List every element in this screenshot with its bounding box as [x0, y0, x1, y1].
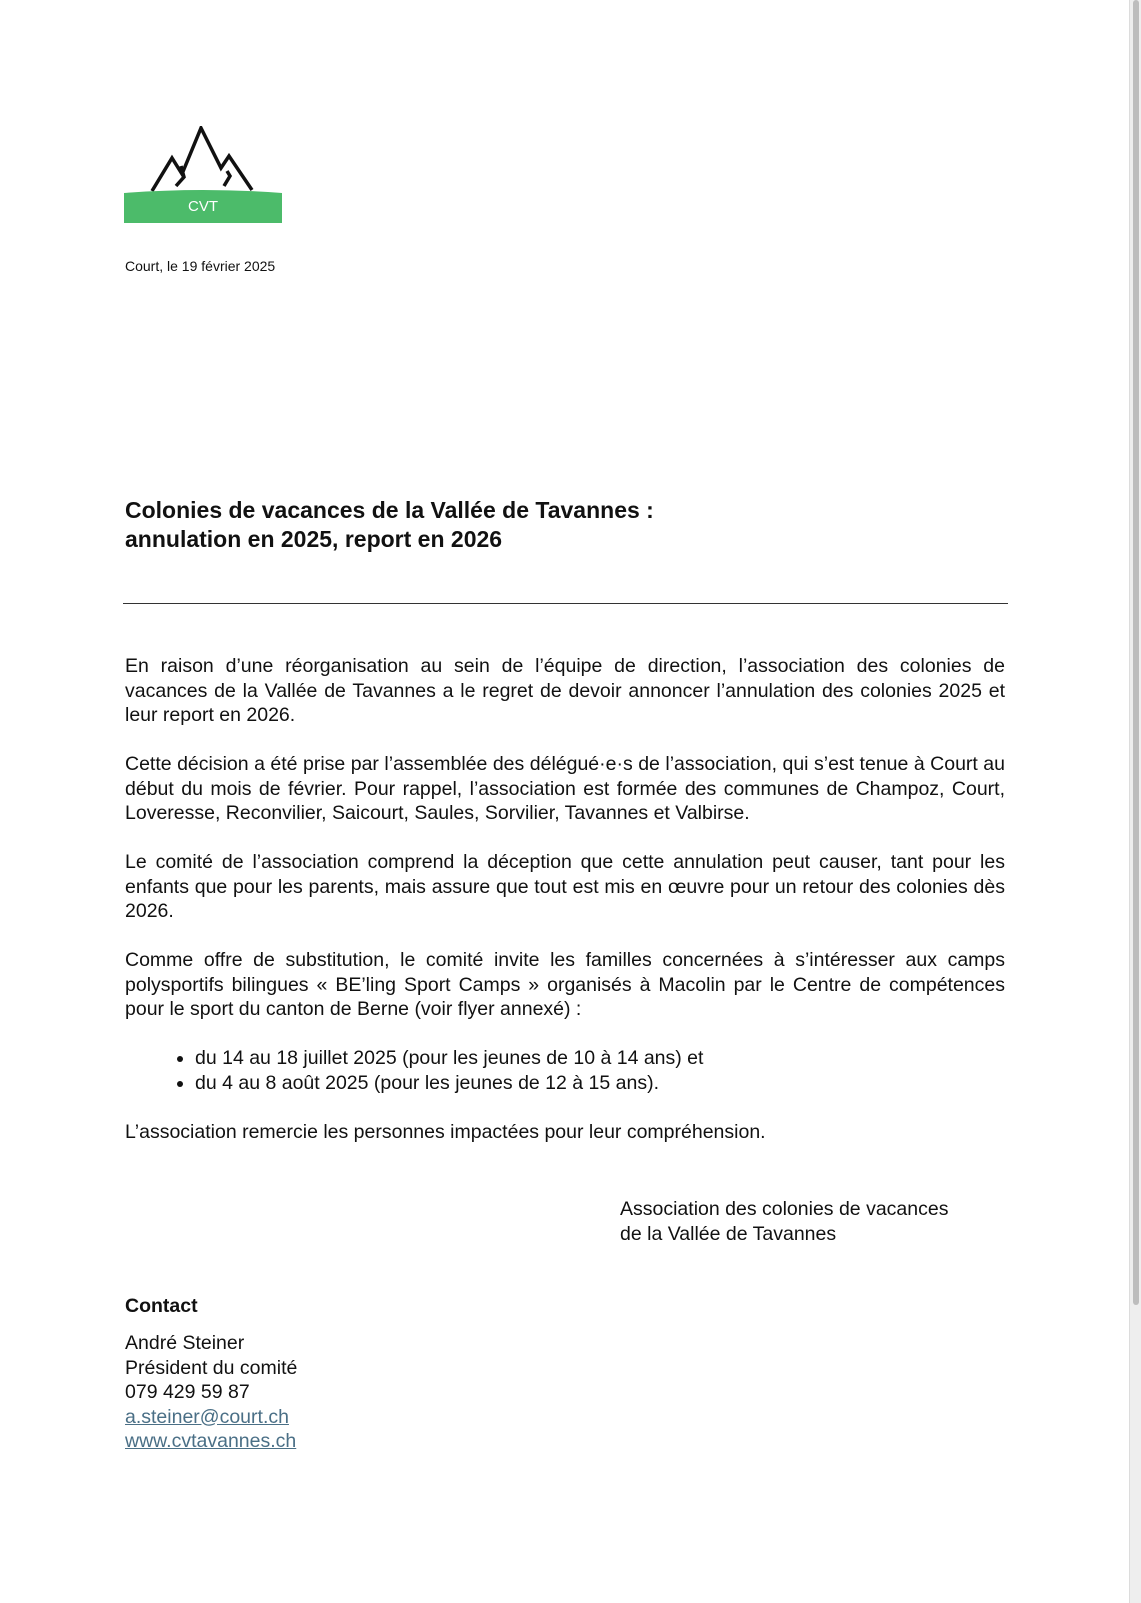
letter-body: [125, 654, 1005, 1169]
contact-role: Président du comité: [125, 1356, 298, 1379]
camp-dates-list: [125, 1046, 1005, 1095]
signature-line-1: Association des colonies de vacances: [620, 1198, 949, 1220]
list-item: • du 4 au 8 août 2025 (pour les jeunes de 12 à 15 ans).: [195, 1071, 1005, 1096]
horizontal-rule: [123, 603, 1008, 604]
scrollbar-thumb[interactable]: [1133, 0, 1139, 1305]
list-item: • du 14 au 18 juillet 2025 (pour les jeunes de 10 à 14 ans) et: [195, 1046, 1005, 1071]
contact-block: [125, 1331, 297, 1454]
paragraph-closing: L’association remercie les personnes impactées pour leur compréhension.: [125, 1120, 766, 1143]
title-line-1: Colonies de vacances de la Vallée de Tavannes :: [125, 497, 654, 523]
paragraph-decision: Cette décision a été prise par l’assemblée des délégué·e·s de l’association, qui s’est tenue à Court au début du mois de février. Pour rappel, l’association est formée des communes de Champoz, Court, Loveresse, Reconvilier, Saicourt, Saules, Sorvilier, Tavannes et Valbirse.: [125, 753, 1005, 824]
cvt-logo: [124, 126, 282, 226]
signature-line-2: de la Vallée de Tavannes: [620, 1222, 837, 1245]
signature-block: [620, 1197, 948, 1246]
page-title: [125, 496, 654, 554]
mountain-icon: [152, 128, 252, 191]
contact-phone: 079 429 59 87: [125, 1381, 250, 1403]
paragraph-substitution: Comme offre de substitution, le comité invite les familles concernées à s’intéresser aux camps polysportifs bilingues « BE’ling Sport Camps » organisés à Macolin par le Centre de compétences pour le sport du canton de Berne (voir flyer annexé) :: [125, 949, 1005, 1020]
contact-website-link[interactable]: www.cvtavannes.ch: [125, 1430, 297, 1452]
vertical-scrollbar[interactable]: [1129, 0, 1141, 1603]
contact-email-link[interactable]: a.steiner@court.ch: [125, 1405, 289, 1428]
contact-name: André Steiner: [125, 1332, 245, 1354]
paragraph-reorganisation: En raison d’une réorganisation au sein de l’équipe de direction, l’association des colonies de vacances de la Vallée de Tavannes a le regret de devoir annoncer l’annulation des colonies 2025 et leur report en 2026.: [125, 655, 1005, 726]
title-line-2: annulation en 2025, report en 2026: [125, 526, 503, 552]
paragraph-disappointment: Le comité de l’association comprend la déception que cette annulation peut causer, tant pour les enfants que pour les parents, mais assure que tout est mis en œuvre pour un retour des colonies dès 2026.: [125, 851, 1005, 922]
letter-date: Court, le 19 février 2025: [125, 258, 276, 274]
logo-text: CVT: [188, 198, 218, 215]
contact-heading: Contact: [125, 1295, 198, 1317]
